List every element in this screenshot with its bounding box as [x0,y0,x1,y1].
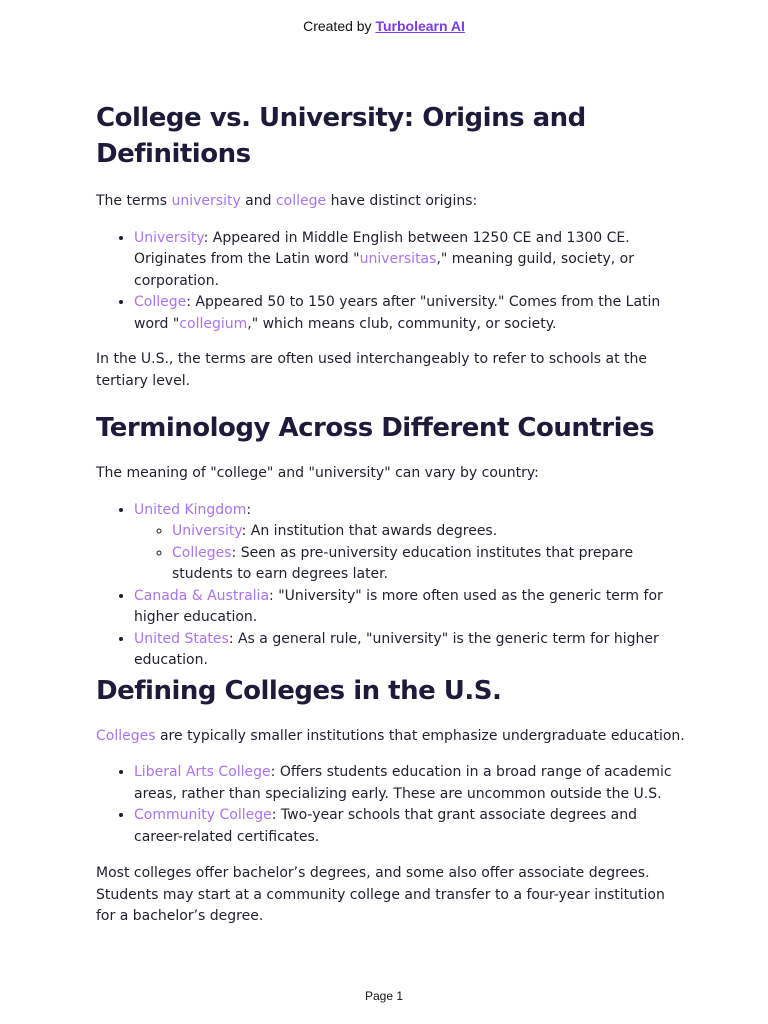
list-item: • United Kingdom: ◦ University: An institution that awards degrees. ◦ Colleges: Seen as pre-university education institutes that prepare students to earn degrees later. [134,500,686,586]
term-colleges: Colleges [172,544,232,561]
document-body [96,96,686,928]
term-university: university [171,193,241,209]
page-number: Page 1 [364,989,404,1003]
origins-intro: The terms university and college have distinct origins: [96,193,478,209]
created-by-label: Created by [303,18,376,34]
term-university: University [172,523,242,539]
uk-sublist [134,521,686,586]
countries-list [96,500,686,672]
us-colleges-intro: Colleges are typically smaller institutions that emphasize undergraduate education. [96,727,685,744]
section-title-origins: College vs. University: Origins and Definitions [96,103,586,169]
us-colleges-closing: Most colleges offer bachelor’s degrees, and some also offer associate degrees. Students may start at a community college and transfer to a four-year institution for a bachelor’s degree. [96,865,665,924]
origins-closing: In the U.S., the terms are often used interchangeably to refer to schools at the tertiary level. [96,351,647,389]
section-title-terminology: Terminology Across Different Countries [96,413,655,443]
list-item: • College: Appeared 50 to 150 years after "university." Comes from the Latin word "collegium," which means club, community, or society. [134,292,686,335]
origins-list [96,228,686,336]
turbolearn-link[interactable]: Turbolearn AI [375,18,465,34]
term-united-kingdom: United Kingdom [134,501,247,518]
list-item: ◦ University: An institution that awards degrees. [172,521,686,543]
list-item: • University: Appeared in Middle English between 1250 CE and 1300 CE. Originates from the Latin word "universitas," meaning guild, society, or corporation. [134,228,686,293]
college-types-list [96,762,686,848]
created-by-banner [0,18,768,34]
term-college: college [275,193,327,209]
term-college: College [134,294,187,310]
list-item: • Liberal Arts College: Offers students education in a broad range of academic areas, rather than specializing early. These are uncommon outside the U.S. [134,762,686,805]
section-title-us-colleges: Defining Colleges in the U.S. [96,675,502,706]
list-item: • Canada & Australia: "University" is more often used as the generic term for higher education. [134,586,686,629]
term-university: University [134,229,204,246]
list-item: • United States: As a general rule, "university" is the generic term for higher education. [134,629,686,672]
term-community-college: Community College [134,807,272,823]
terminology-intro: The meaning of "college" and "university" can vary by country: [96,465,539,481]
term-united-states: United States [134,630,229,647]
list-item: ◦ Colleges: Seen as pre-university education institutes that prepare students to earn degrees later. [172,543,686,586]
term-collegium: collegium [179,315,248,332]
term-canada-australia: Canada & Australia [134,587,270,604]
list-item: • Community College: Two-year schools that grant associate degrees and career-related certificates. [134,805,686,848]
term-universitas: universitas [359,251,437,267]
term-colleges: Colleges [96,727,156,744]
term-liberal-arts-college: Liberal Arts College [134,764,271,780]
